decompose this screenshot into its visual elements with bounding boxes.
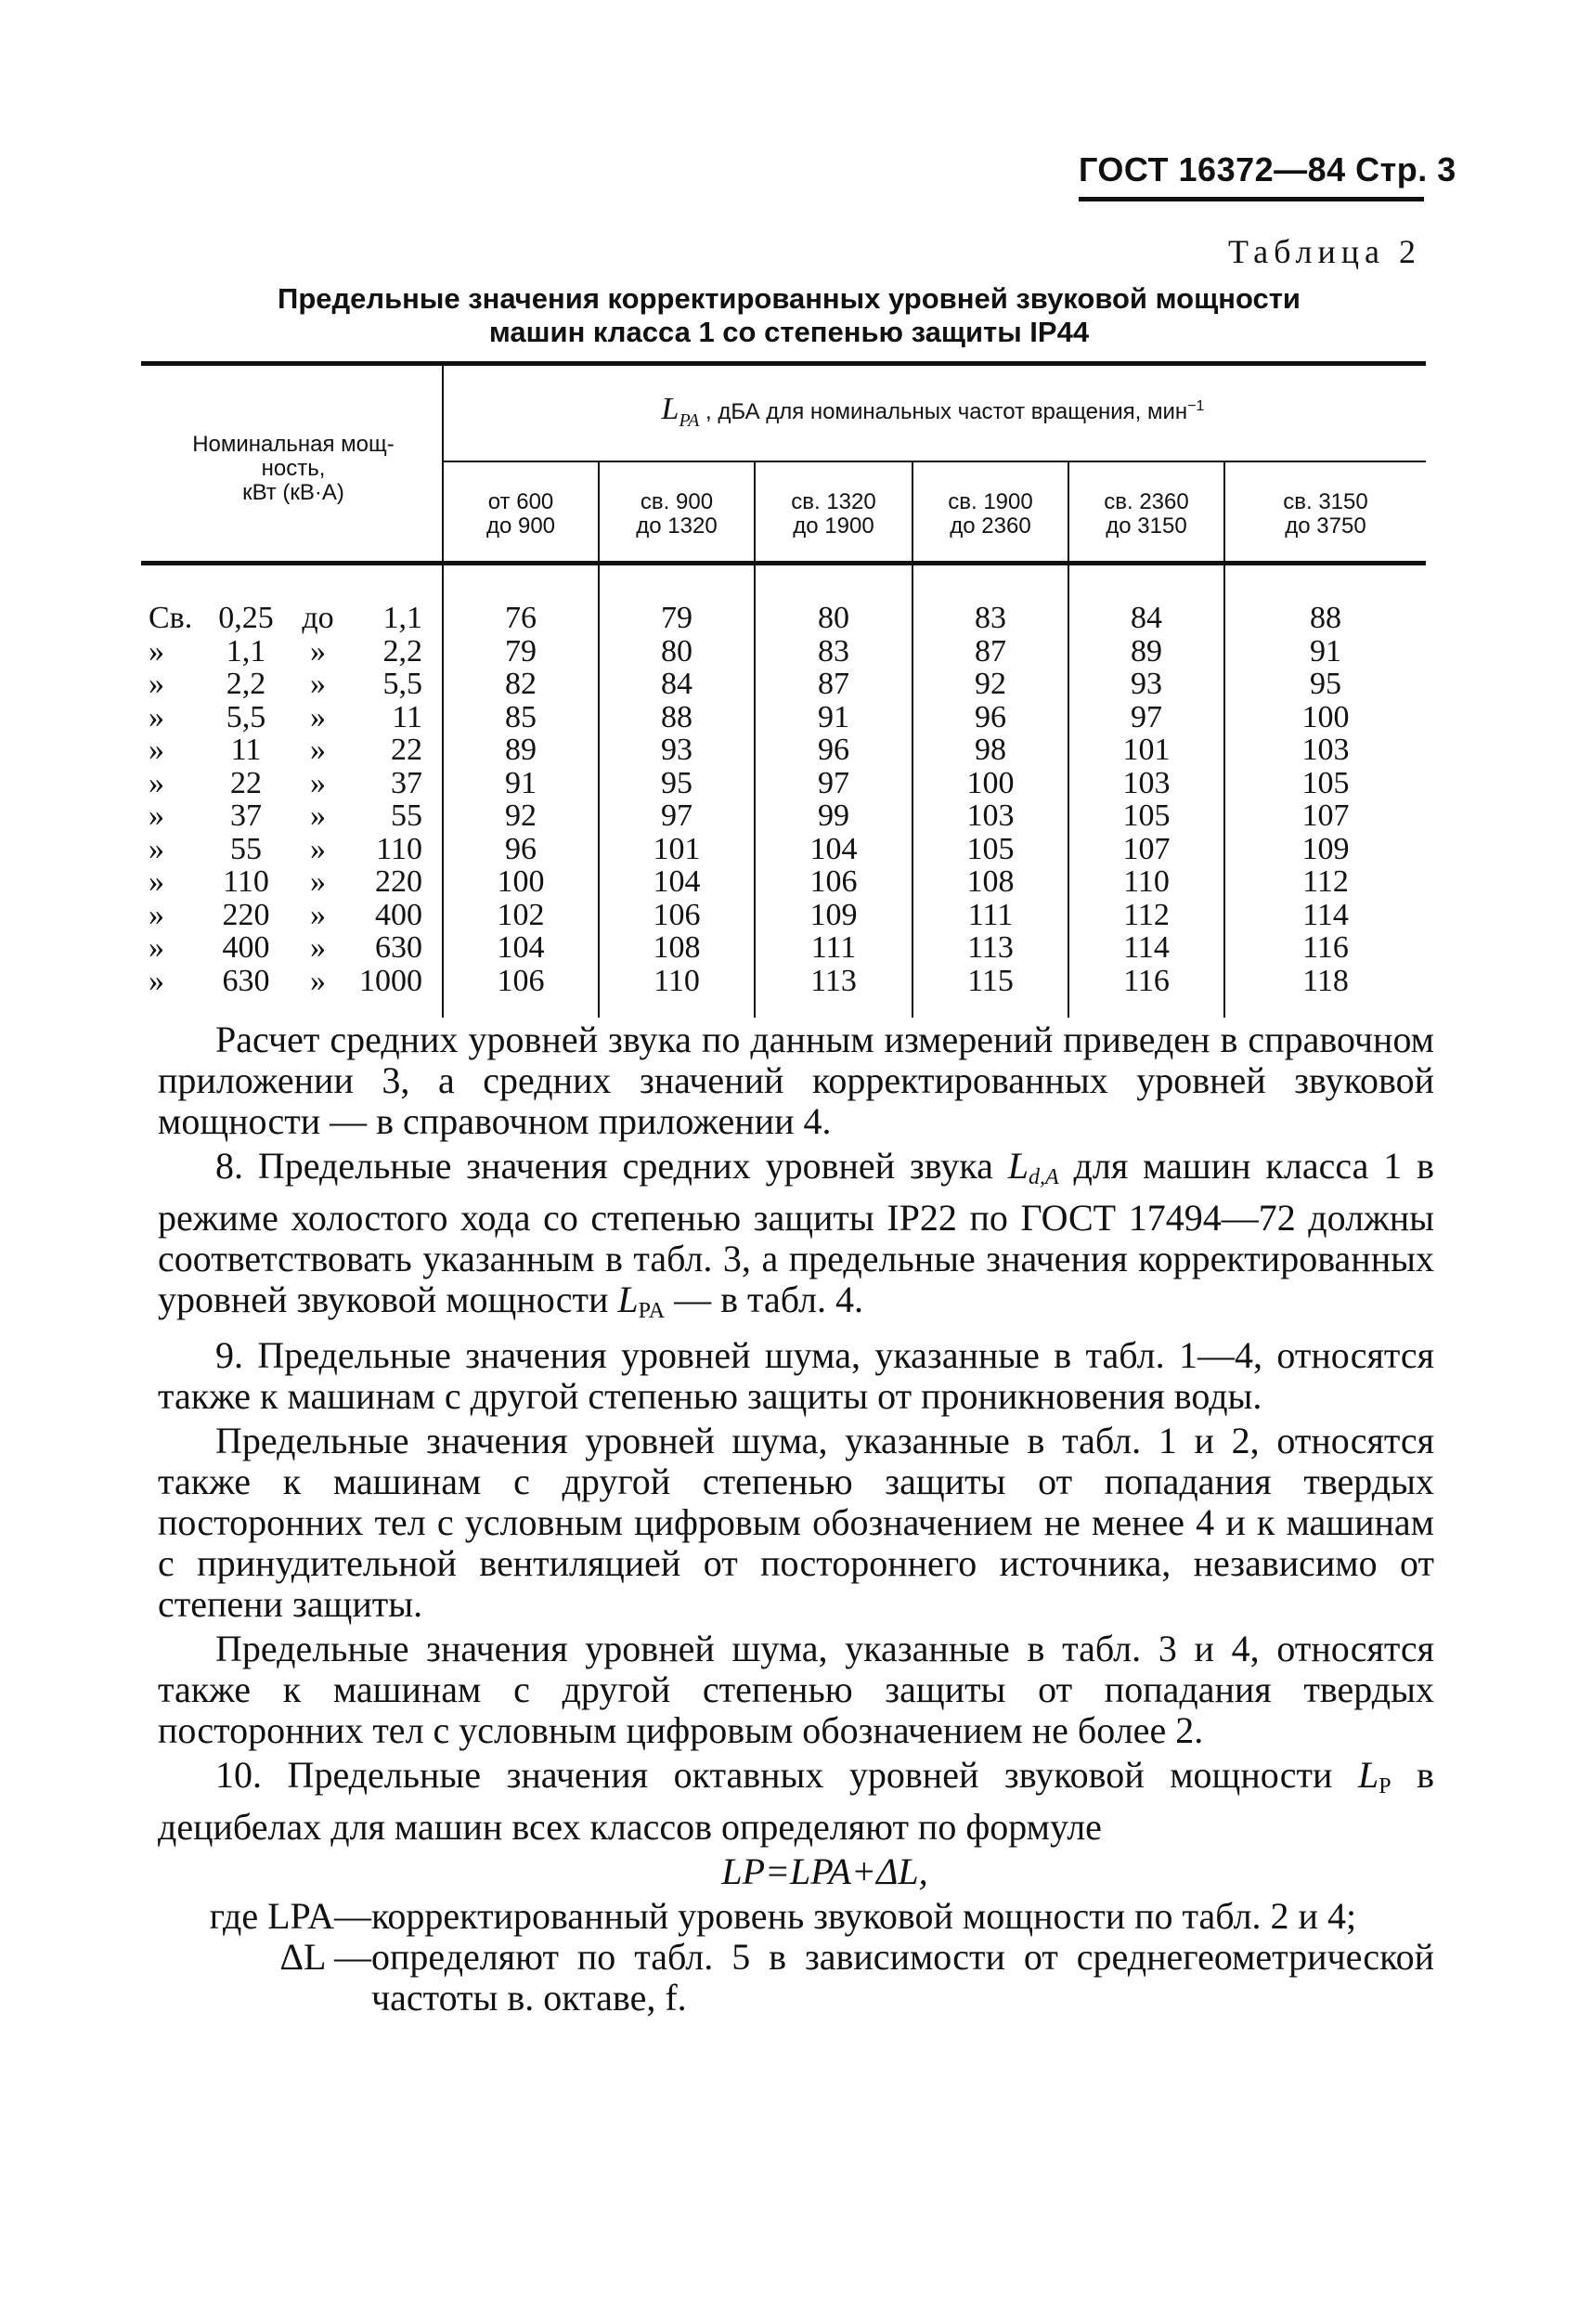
where-clause-2 [158, 1937, 1434, 2019]
freq-header-2 [600, 490, 754, 539]
freq-header-3 [756, 490, 912, 539]
power-row-10 [149, 899, 438, 932]
paragraph-8 [158, 1146, 1434, 1331]
table-cell: 103 [1301, 733, 1350, 767]
sound-power-header [446, 392, 1420, 432]
value-column-6 [1225, 602, 1426, 997]
table-cell: 100 [1301, 699, 1350, 734]
table-cell: 107 [1301, 798, 1350, 833]
power-from: 11 [230, 733, 262, 767]
where-term-2: ΔL — [279, 1936, 371, 1978]
p10-symbol-sub: P [1378, 1774, 1391, 1798]
p10-symbol: L [1357, 1754, 1379, 1796]
power-row-9 [149, 865, 438, 899]
page-header: ГОСТ 16372—84 Стр. 3 [1079, 150, 1456, 188]
table-cell: 76 [505, 601, 537, 635]
power-prefix: » [149, 930, 164, 965]
table-cell: 115 [967, 963, 1014, 998]
power-column-header [147, 433, 440, 505]
power-prefix: » [149, 798, 164, 833]
power-row-7 [149, 799, 438, 833]
power-prefix: » [149, 633, 164, 669]
table-cell: 108 [966, 864, 1015, 899]
table-cell: 101 [653, 831, 701, 866]
power-row-2 [149, 635, 438, 669]
freq-header-6-line2: до 3750 [1285, 513, 1366, 539]
table-title [139, 282, 1439, 349]
table-cell: 99 [818, 798, 849, 833]
freq-header-5-line2: до 3150 [1106, 513, 1187, 539]
table-cell: 91 [1310, 633, 1341, 669]
p8-text-a: 8. Предельные значения средних уровней звука [215, 1145, 1008, 1187]
power-sep: » [310, 930, 326, 965]
table-cell: 109 [809, 897, 858, 932]
table-cell: 91 [505, 765, 537, 800]
table-cell: 96 [975, 699, 1006, 734]
table-cell: 101 [1122, 733, 1171, 767]
table-cell: 104 [653, 864, 701, 899]
freq-header-4-line2: до 2360 [950, 513, 1031, 539]
power-to: 5,5 [382, 667, 422, 701]
body-text [158, 1019, 1434, 2019]
power-sep: » [310, 831, 326, 866]
table-cell: 96 [505, 831, 537, 866]
table-cell: 83 [818, 633, 849, 669]
table-cell: 105 [966, 831, 1015, 866]
power-from: 2,2 [226, 667, 266, 701]
power-to: 110 [376, 831, 422, 866]
power-sep: » [310, 798, 326, 833]
table-cell: 118 [1302, 963, 1349, 998]
power-prefix: » [149, 897, 164, 932]
freq-header-5 [1069, 490, 1223, 539]
table-cell: 93 [661, 733, 692, 767]
power-to: 630 [375, 930, 422, 965]
power-sep: » [310, 963, 326, 998]
table-cell: 93 [1131, 667, 1162, 701]
table-cell: 110 [1123, 864, 1170, 899]
header-text: , дБА для номинальных частот вращения, мин [705, 399, 1188, 424]
table-cell: 100 [966, 765, 1015, 800]
power-row-1 [149, 602, 438, 635]
power-prefix: » [149, 864, 164, 899]
formula: LP=LPA+ΔL, [721, 1850, 928, 1892]
table-cell: 88 [1310, 601, 1341, 635]
power-sep: » [310, 897, 326, 932]
table-cell: 87 [975, 633, 1006, 669]
table-cell: 104 [809, 831, 858, 866]
power-from: 5,5 [226, 699, 266, 734]
value-column-4 [913, 602, 1068, 997]
power-from: 55 [230, 831, 262, 866]
table-title-line1: Предельные значения корректированных уровней звуковой мощности [278, 282, 1301, 315]
power-prefix: Св. [149, 601, 193, 635]
table-cell: 113 [967, 930, 1014, 965]
table-cell: 97 [1131, 699, 1162, 734]
paragraph-calc-reference: Расчет средних уровней звука по данным измерений приведен в справочном приложении 3, а средних значений корректированных уровней звуковой мощности — в справочном приложении 4. [158, 1019, 1434, 1142]
power-to: 11 [392, 699, 422, 734]
power-to: 1,1 [382, 601, 422, 635]
table-cell: 91 [818, 699, 849, 734]
table-cell: 80 [818, 601, 849, 635]
table-cell: 82 [505, 667, 537, 701]
paragraph-10 [158, 1755, 1434, 1848]
table-cell: 79 [505, 633, 537, 669]
power-sep: » [310, 633, 326, 669]
freq-header-3-line2: до 1900 [793, 513, 874, 539]
table-cell: 79 [661, 601, 692, 635]
power-column [149, 602, 438, 997]
power-to: 22 [391, 733, 422, 767]
value-column-1 [444, 602, 598, 997]
table-cell: 106 [497, 963, 545, 998]
p8-text-b: для машин класса 1 в режиме холостого хода со степенью защиты IP22 по ГОСТ 17494—72 должны соответствовать указанным в табл. 3, а предельные значения корректированных уровней звуковой мощности [158, 1145, 1434, 1320]
table-cell: 105 [1301, 765, 1350, 800]
freq-header-1-line2: до 900 [485, 513, 556, 539]
table-cell: 95 [1310, 667, 1341, 701]
header-sup: −1 [1187, 398, 1205, 414]
table-label: Таблица 2 [1228, 233, 1421, 270]
table-cell: 114 [1123, 930, 1170, 965]
table-cell: 85 [505, 699, 537, 734]
table-top-rule [141, 361, 1426, 366]
table-cell: 103 [1122, 765, 1171, 800]
table-cell: 80 [661, 633, 692, 669]
power-from: 0,25 [218, 601, 274, 635]
power-to: 37 [391, 765, 422, 800]
power-row-3 [149, 668, 438, 701]
power-prefix: » [149, 765, 164, 800]
table-cell: 103 [966, 798, 1015, 833]
p8-symbol2: L [617, 1279, 639, 1320]
power-from: 22 [230, 765, 262, 800]
table-cell: 109 [1301, 831, 1350, 866]
header-underline [1079, 197, 1424, 201]
power-from: 37 [230, 798, 262, 833]
where-def-1: корректированный уровень звуковой мощности по табл. 2 и 4; [371, 1895, 1357, 1937]
power-sep: » [310, 864, 326, 899]
power-header-line2: ность, [261, 456, 326, 481]
p8-symbol2-sub: PA [638, 1299, 666, 1323]
table-title-line2: машин класса 1 со степенью защиты IP44 [488, 316, 1090, 348]
table-cell: 97 [818, 765, 849, 800]
freq-header-2-line2: до 1320 [636, 513, 718, 539]
power-sep: » [310, 667, 326, 701]
table-cell: 97 [661, 798, 692, 833]
power-row-5 [149, 734, 438, 767]
p8-symbol-sub: d,A [1028, 1165, 1059, 1189]
freq-header-5-line1: св. 2360 [1104, 489, 1189, 514]
table-cell: 106 [653, 897, 701, 932]
table-cell: 102 [497, 897, 545, 932]
where-def-2: определяют по табл. 5 в зависимости от среднегеометрической частоты в. октаве, f. [371, 1936, 1434, 2019]
power-to: 1000 [359, 963, 422, 998]
power-row-8 [149, 833, 438, 866]
power-to: 400 [375, 897, 422, 932]
power-sep: » [310, 699, 326, 734]
table-cell: 84 [661, 667, 692, 701]
freq-header-1-line1: от 600 [487, 489, 554, 514]
power-row-11 [149, 931, 438, 965]
table-header-mid-rule [444, 461, 1426, 462]
table-cell: 100 [497, 864, 545, 899]
power-prefix: » [149, 667, 164, 701]
paragraph-9-cont-1: Предельные значения уровней шума, указанные в табл. 1 и 2, относятся также к машинам с другой степенью защиты от попадания твердых посторонних тел с условным цифровым обозначением не менее 4 и к машинам с принудительной вентиляцией от постороннего источника, независимо от степени защиты. [158, 1420, 1434, 1625]
table-cell: 96 [818, 733, 849, 767]
value-column-2 [600, 602, 754, 997]
table-cell: 112 [1302, 864, 1349, 899]
table-cell: 114 [1302, 897, 1349, 932]
where-clause-1 [158, 1896, 1434, 1937]
power-from: 400 [222, 930, 270, 965]
power-to: 2,2 [382, 633, 422, 669]
freq-header-4-line1: св. 1900 [948, 489, 1033, 514]
freq-header-1 [444, 490, 598, 539]
table-cell: 113 [810, 963, 857, 998]
table-cell: 106 [809, 864, 858, 899]
table-cell: 116 [1123, 963, 1170, 998]
power-header-line1: Номинальная мощ- [192, 432, 395, 457]
table-cell: 116 [1302, 930, 1349, 965]
value-column-5 [1069, 602, 1223, 997]
paragraph-9-cont-2: Предельные значения уровней шума, указанные в табл. 3 и 4, относятся также к машинам с другой степенью защиты от попадания твердых посторонних тел с условным цифровым обозначением не более 2. [158, 1628, 1434, 1751]
table-cell: 88 [661, 699, 692, 734]
paragraph-9: 9. Предельные значения уровней шума, указанные в табл. 1—4, относятся также к машинам с другой степенью защиты от проникновения воды. [158, 1334, 1434, 1417]
freq-header-4 [913, 490, 1068, 539]
p10-text-b: в децибелах для машин всех классов определяют по формуле [158, 1754, 1435, 1848]
power-from: 630 [222, 963, 270, 998]
power-header-line3: кВт (кВ·А) [242, 480, 344, 505]
table-cell: 110 [654, 963, 700, 998]
table-cell: 107 [1122, 831, 1171, 866]
table-cell: 111 [967, 897, 1014, 932]
power-prefix: » [149, 831, 164, 866]
p8-symbol: L [1007, 1145, 1029, 1187]
table-cell: 98 [975, 733, 1006, 767]
header-symbol-L: L [661, 392, 679, 426]
where-term-1: где LPA— [209, 1895, 371, 1937]
table-cell: 87 [818, 667, 849, 701]
power-from: 1,1 [226, 633, 266, 669]
table-header-bottom-rule [141, 561, 1426, 565]
header-symbol-sub: PA [679, 410, 700, 431]
power-row-6 [149, 767, 438, 800]
freq-header-2-line1: св. 900 [640, 489, 714, 514]
table-cell: 105 [1122, 798, 1171, 833]
power-sep: до [302, 601, 334, 635]
power-prefix: » [149, 699, 164, 734]
p8-text-c: — в табл. 4. [665, 1279, 864, 1320]
table-cell: 108 [653, 930, 701, 965]
power-row-12 [149, 965, 438, 998]
table-cell: 84 [1131, 601, 1162, 635]
power-prefix: » [149, 963, 164, 998]
table-cell: 104 [497, 930, 545, 965]
value-column-3 [756, 602, 912, 997]
table-cell: 111 [810, 930, 857, 965]
power-row-4 [149, 701, 438, 734]
table-cell: 112 [1123, 897, 1170, 932]
power-from: 110 [223, 864, 269, 899]
power-to: 220 [375, 864, 422, 899]
table-cell: 92 [505, 798, 537, 833]
freq-header-3-line1: св. 1320 [791, 489, 876, 514]
power-to: 55 [391, 798, 422, 833]
freq-header-6 [1225, 490, 1426, 539]
table-cell: 95 [661, 765, 692, 800]
power-sep: » [310, 733, 326, 767]
table-cell: 83 [975, 601, 1006, 635]
power-from: 220 [222, 897, 270, 932]
table-cell: 89 [1131, 633, 1162, 669]
power-sep: » [310, 765, 326, 800]
freq-header-6-line1: св. 3150 [1283, 489, 1368, 514]
table-cell: 89 [505, 733, 537, 767]
power-prefix: » [149, 733, 164, 767]
table-cell: 92 [975, 667, 1006, 701]
p10-text-a: 10. Предельные значения октавных уровней звуковой мощности [215, 1754, 1358, 1796]
